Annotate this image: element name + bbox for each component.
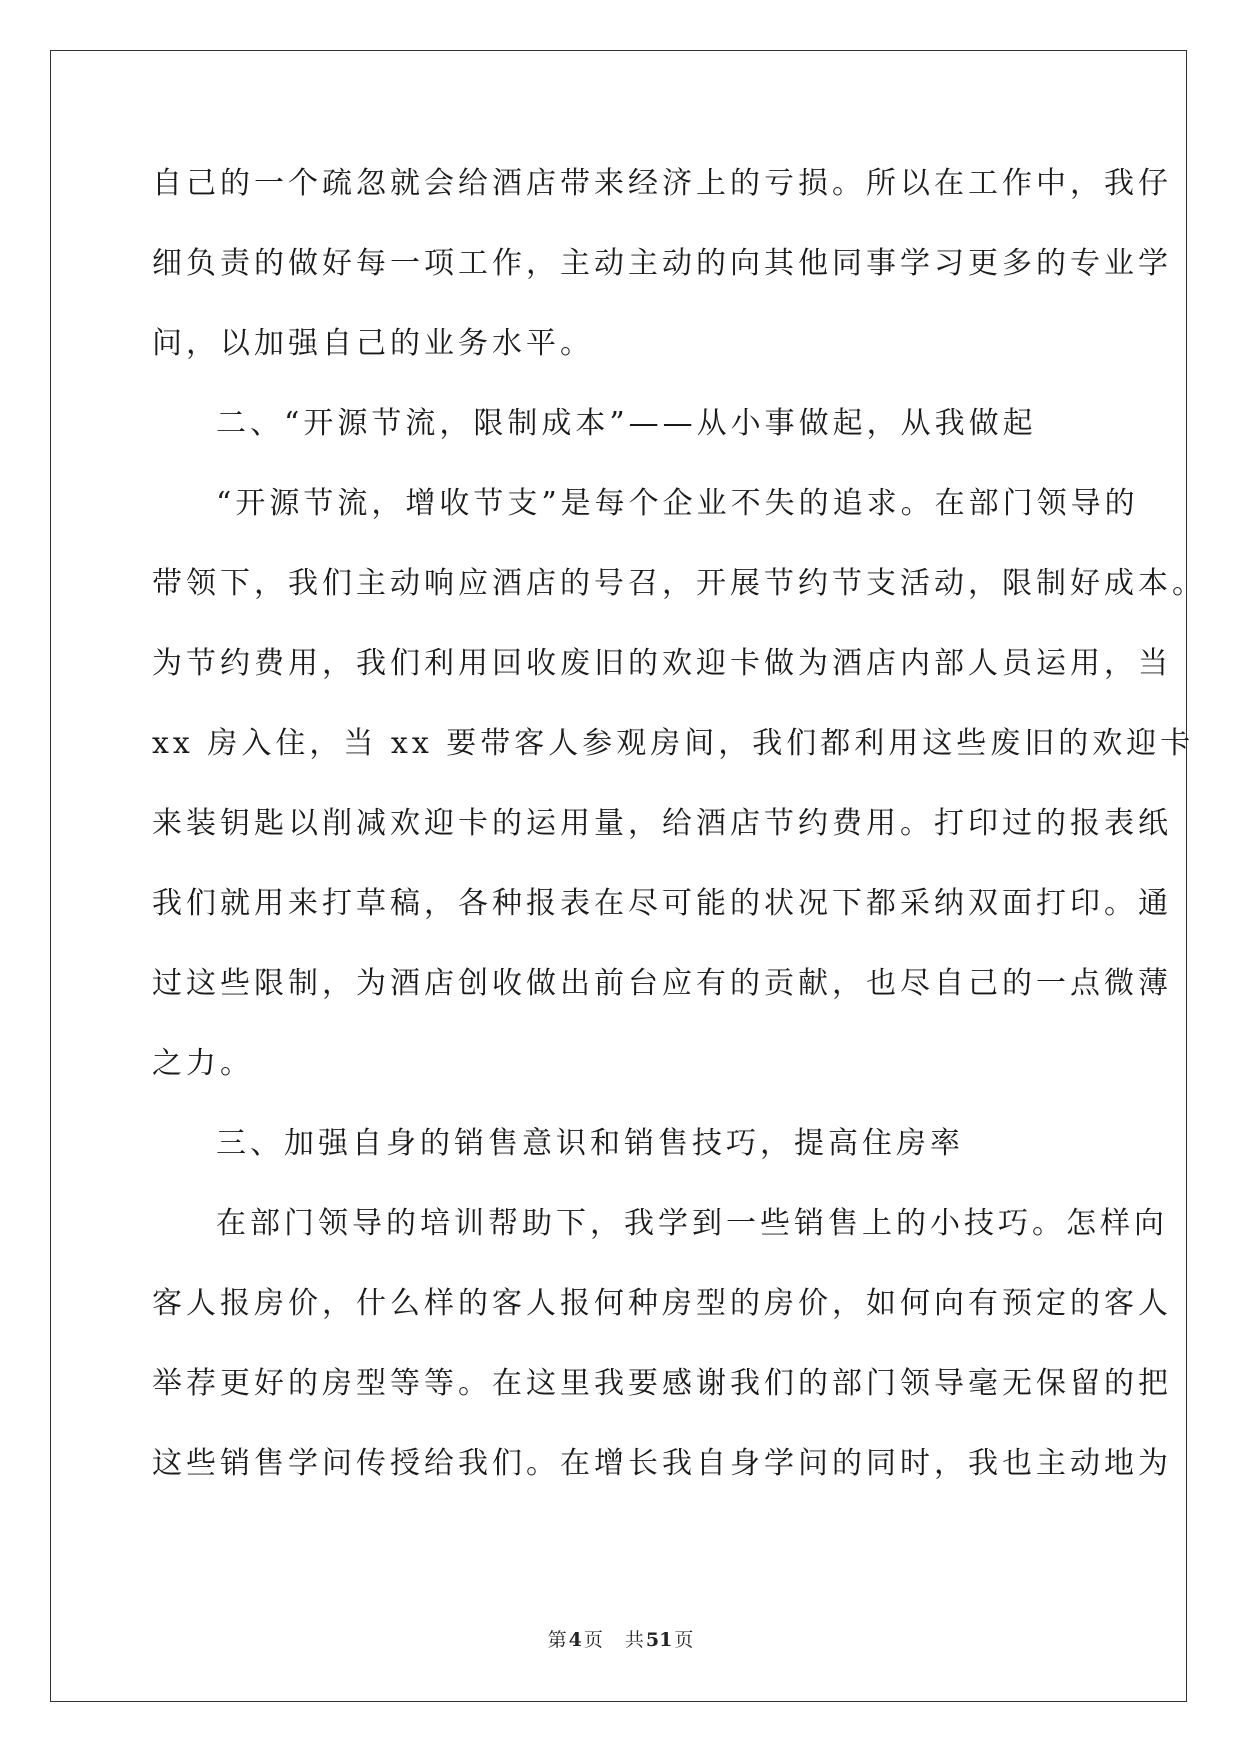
text-line: 自己的一个疏忽就会给酒店带来经济上的亏损。所以在工作中，我仔 <box>152 166 1172 201</box>
text-line: 细负责的做好每一项工作，主动主动的向其他同事学习更多的专业学 <box>152 246 1172 281</box>
text-line: 过这些限制，为酒店创收做出前台应有的贡献，也尽自己的一点微薄 <box>152 966 1172 1001</box>
footer-total-prefix: 共 <box>624 1629 644 1651</box>
current-page-number: 4 <box>568 1629 582 1651</box>
text-line: 客人报房价，什么样的客人报何种房型的房价，如何向有预定的客人 <box>152 1286 1172 1321</box>
document-body <box>152 160 1206 1520</box>
text-line: 我们就用来打草稿，各种报表在尽可能的状况下都采纳双面打印。通 <box>152 886 1172 921</box>
footer-page-unit: 页 <box>583 1629 603 1651</box>
footer-prefix: 第 <box>547 1629 567 1651</box>
section-heading: 三、加强自身的销售意识和销售技巧，提高住房率 <box>216 1126 964 1161</box>
text-line: 举荐更好的房型等等。在这里我要感谢我们的部门领导毫无保留的把 <box>152 1366 1172 1401</box>
text-line: xx 房入住，当 xx 要带客人参观房间，我们都利用这些废旧的欢迎卡 <box>152 726 1195 761</box>
page-footer <box>0 1625 1241 1652</box>
paragraph-start-line: “开源节流，增收节支”是每个企业不失的追求。在部门领导的 <box>216 486 1139 521</box>
section-heading: 二、“开源节流，限制成本”——从小事做起，从我做起 <box>216 406 1037 441</box>
text-line: 为节约费用，我们利用回收废旧的欢迎卡做为酒店内部人员运用，当 <box>152 646 1172 681</box>
text-line: 之力。 <box>152 1046 254 1081</box>
footer-total-unit: 页 <box>674 1629 694 1651</box>
text-line: 来装钥匙以削减欢迎卡的运用量，给酒店节约费用。打印过的报表纸 <box>152 806 1172 841</box>
text-line: 带领下，我们主动响应酒店的号召，开展节约节支活动，限制好成本。 <box>152 566 1206 601</box>
text-line: 问，以加强自己的业务水平。 <box>152 326 594 361</box>
text-line: 这些销售学问传授给我们。在增长我自身学问的同时，我也主动地为 <box>152 1446 1172 1481</box>
paragraph-start-line: 在部门领导的培训帮助下，我学到一些销售上的小技巧。怎样向 <box>216 1206 1168 1241</box>
total-page-count: 51 <box>645 1629 673 1651</box>
